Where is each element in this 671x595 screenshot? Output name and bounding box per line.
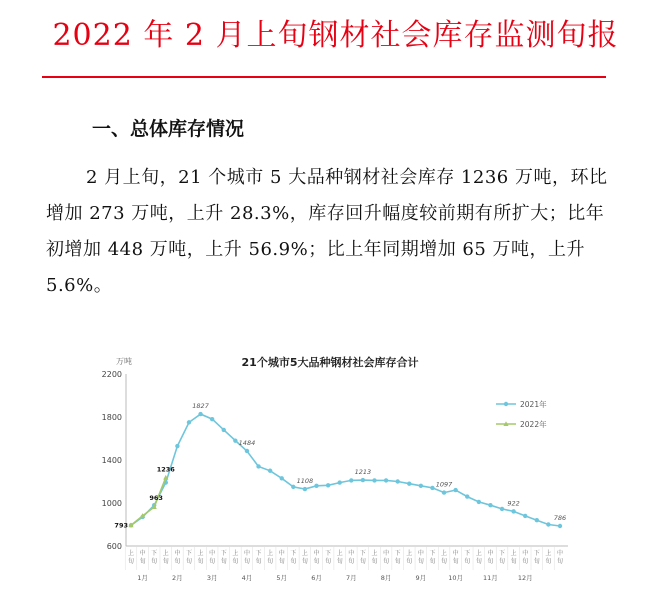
x-tick-label: 旬	[220, 558, 227, 565]
x-tick-label: 旬	[487, 558, 494, 565]
data-point	[488, 503, 492, 507]
x-tick-label: 上	[406, 550, 413, 557]
x-tick-label: 下	[359, 550, 366, 557]
data-label: 786	[553, 514, 567, 523]
data-label: 1827	[192, 402, 209, 411]
x-tick-label: 旬	[464, 558, 471, 565]
x-tick-label: 旬	[325, 558, 332, 565]
data-point	[511, 509, 515, 513]
data-point	[546, 522, 550, 526]
data-point	[535, 518, 539, 522]
y-axis-unit-label: 万吨	[116, 357, 132, 366]
x-tick-label: 下	[325, 550, 332, 557]
x-tick-label: 旬	[441, 558, 448, 565]
x-tick-label: 中	[278, 550, 285, 557]
x-tick-label: 旬	[243, 558, 250, 565]
data-label: 793	[114, 521, 128, 530]
x-tick-label: 下	[429, 550, 436, 557]
chart-title: 21个城市5大品种钢材社会库存合计	[241, 356, 419, 369]
inventory-line-chart	[0, 346, 671, 595]
data-point	[523, 514, 527, 518]
x-tick-label: 旬	[533, 558, 540, 565]
x-tick-label: 旬	[209, 558, 216, 565]
data-point	[198, 412, 202, 416]
x-tick-label: 上	[510, 550, 517, 557]
x-tick-label: 旬	[185, 558, 192, 565]
data-label: 1097	[435, 480, 453, 489]
x-tick-label: 旬	[174, 558, 181, 565]
data-point	[407, 481, 411, 485]
data-label: 1236	[156, 465, 175, 474]
data-point	[477, 500, 481, 504]
data-point	[187, 420, 191, 424]
x-tick-label: 上	[475, 550, 482, 557]
data-point	[326, 483, 330, 487]
x-month-label: 4月	[241, 574, 253, 582]
x-tick-label: 旬	[394, 558, 401, 565]
x-tick-label: 下	[533, 550, 540, 557]
x-tick-label: 旬	[197, 558, 204, 565]
report-title: 2022 年 2 月上旬钢材社会库存监测旬报	[52, 18, 619, 53]
x-tick-label: 旬	[127, 558, 135, 565]
x-tick-label: 旬	[301, 558, 308, 565]
data-label: 922	[507, 499, 520, 508]
data-point	[558, 524, 562, 528]
x-tick-label: 旬	[267, 558, 274, 565]
x-tick-label: 中	[348, 550, 355, 557]
x-tick-label: 上	[336, 550, 343, 557]
x-tick-label: 旬	[348, 558, 355, 565]
x-tick-label: 旬	[359, 558, 366, 565]
x-tick-label: 上	[301, 550, 308, 557]
x-tick-label: 上	[545, 550, 552, 557]
x-tick-label: 旬	[510, 558, 517, 565]
x-tick-label: 旬	[406, 558, 413, 565]
data-point	[291, 485, 295, 489]
x-tick-label: 旬	[371, 558, 378, 565]
x-tick-label: 旬	[336, 558, 343, 565]
data-point	[210, 417, 214, 421]
data-point	[430, 486, 434, 490]
series-layer	[114, 402, 566, 529]
x-month-label: 7月	[345, 574, 357, 582]
data-point	[280, 476, 284, 480]
x-tick-label: 旬	[290, 558, 297, 565]
x-tick-label: 旬	[232, 558, 239, 565]
data-point	[372, 478, 376, 482]
x-month-label: 6月	[311, 574, 322, 582]
x-tick-label: 中	[487, 550, 494, 557]
x-month-label: 3月	[206, 574, 218, 582]
y-tick-label: 600	[106, 542, 122, 551]
x-tick-label: 上	[127, 550, 135, 557]
x-axis-ticks	[125, 546, 563, 582]
x-tick-label: 中	[313, 550, 320, 557]
chart-legend	[496, 399, 547, 429]
y-tick-label: 1400	[101, 456, 122, 465]
x-month-label: 8月	[380, 574, 392, 582]
x-tick-label: 旬	[556, 558, 564, 565]
x-tick-label: 下	[290, 550, 297, 557]
x-month-label: 9月	[415, 574, 427, 582]
y-tick-label: 1800	[101, 413, 122, 422]
data-point	[349, 478, 353, 482]
legend-marker	[504, 402, 508, 406]
data-point	[245, 449, 249, 453]
x-tick-label: 旬	[475, 558, 482, 565]
x-tick-label: 旬	[383, 558, 390, 565]
x-tick-label: 旬	[162, 558, 169, 565]
section-heading: 一、总体库存情况	[92, 118, 245, 140]
x-tick-label: 上	[197, 550, 204, 557]
y-tick-label: 1000	[101, 499, 122, 508]
y-tick-label: 2200	[101, 370, 122, 379]
x-month-label: 11月	[483, 574, 498, 582]
x-tick-label: 下	[185, 550, 192, 557]
x-tick-label: 中	[417, 550, 424, 557]
data-point	[314, 484, 318, 488]
data-label: 963	[149, 493, 163, 502]
x-tick-label: 上	[162, 550, 169, 557]
x-tick-label: 中	[383, 550, 390, 557]
legend-label: 2021年	[520, 400, 547, 409]
x-tick-label: 旬	[452, 558, 459, 565]
x-tick-label: 旬	[255, 558, 262, 565]
data-point	[442, 490, 446, 494]
x-tick-label: 上	[371, 550, 378, 557]
x-month-label: 1月	[137, 574, 148, 582]
x-tick-label: 中	[174, 550, 181, 557]
x-tick-label: 下	[464, 550, 471, 557]
x-tick-label: 中	[522, 550, 529, 557]
x-tick-label: 旬	[151, 558, 158, 565]
x-month-label: 5月	[276, 574, 288, 582]
data-point	[338, 480, 342, 484]
data-point	[453, 488, 457, 492]
x-tick-label: 上	[232, 550, 239, 557]
series-line	[131, 414, 560, 526]
data-point	[361, 478, 365, 482]
summary-paragraph: 2 月上旬，21 个城市 5 大品种钢材社会库存 1236 万吨，环比增加 273 万吨，上升 28.3%，库存回升幅度较前期有所扩大；比年初增加 448 万吨，上升 56.9%；比上年同期增加 65 万吨，上升 5.6%。	[46, 167, 608, 296]
x-tick-label: 旬	[417, 558, 424, 565]
x-tick-label: 旬	[313, 558, 320, 565]
x-tick-label: 旬	[522, 558, 529, 565]
data-point	[465, 494, 469, 498]
x-tick-label: 上	[267, 550, 274, 557]
x-tick-label: 中	[452, 550, 459, 557]
data-label: 1108	[296, 477, 314, 486]
x-tick-label: 旬	[545, 558, 552, 565]
data-point	[256, 464, 260, 468]
data-point	[419, 484, 423, 488]
x-tick-label: 中	[243, 550, 250, 557]
x-month-label: 12月	[517, 574, 533, 582]
x-tick-label: 中	[139, 550, 146, 557]
data-point	[303, 487, 307, 491]
data-point	[395, 479, 399, 483]
data-point	[268, 469, 272, 473]
x-tick-label: 下	[499, 550, 506, 557]
x-tick-label: 下	[255, 550, 262, 557]
data-point	[222, 428, 226, 432]
x-tick-label: 下	[394, 550, 401, 557]
x-tick-label: 中	[209, 550, 216, 557]
data-label: 1484	[238, 438, 256, 447]
x-tick-label: 旬	[278, 558, 285, 565]
x-tick-label: 上	[441, 550, 448, 557]
x-tick-label: 下	[220, 550, 227, 557]
x-tick-label: 下	[151, 550, 158, 557]
x-tick-label: 旬	[139, 558, 146, 565]
data-point	[233, 438, 237, 442]
data-point	[175, 444, 179, 448]
legend-label: 2022年	[520, 420, 547, 429]
x-month-label: 2月	[172, 574, 183, 582]
data-label: 1213	[354, 468, 372, 477]
x-tick-label: 旬	[499, 558, 506, 565]
x-tick-label: 中	[556, 550, 564, 557]
x-tick-label: 旬	[429, 558, 436, 565]
x-month-label: 10月	[448, 574, 464, 582]
data-point	[500, 507, 504, 511]
data-point	[384, 478, 388, 482]
title-divider	[42, 76, 606, 78]
